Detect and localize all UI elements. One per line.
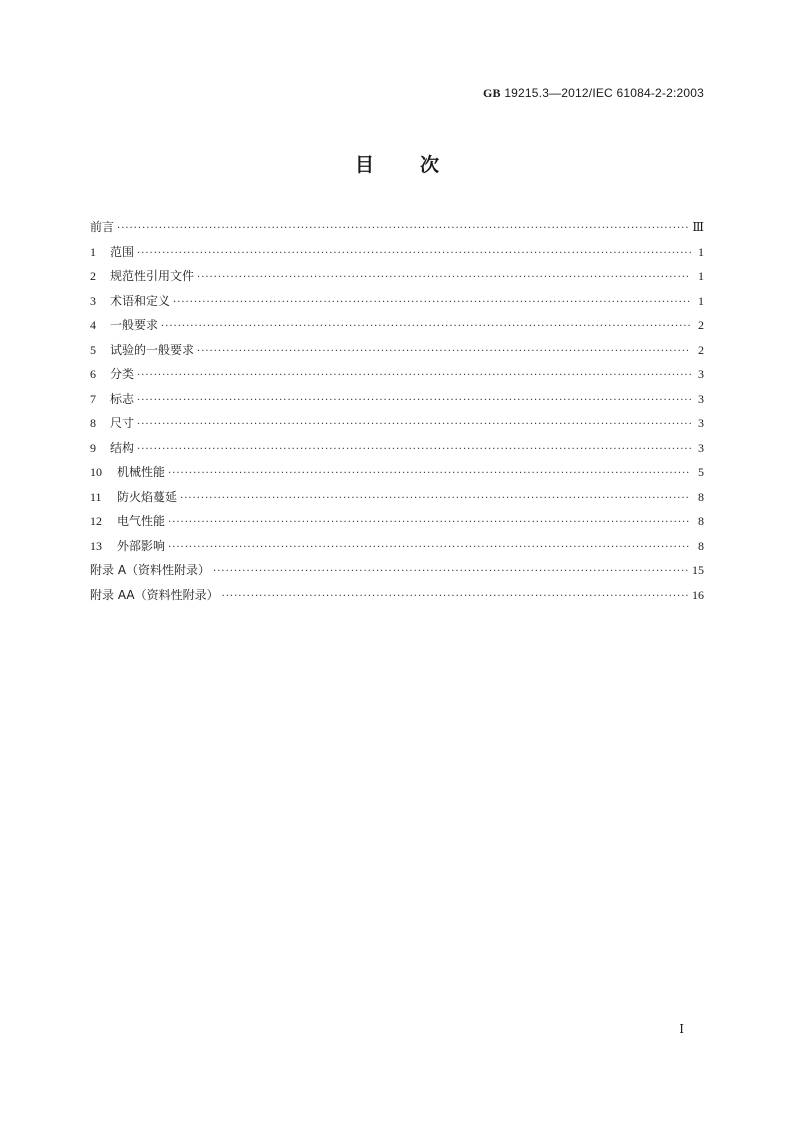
toc-entry-label: 电气性能 — [117, 514, 166, 528]
dot-leader — [197, 266, 691, 291]
toc-entry-label: 尺寸 — [110, 416, 135, 430]
standard-prefix: GB — [483, 86, 501, 100]
dot-leader — [197, 340, 691, 365]
toc-entry-page: 8 — [698, 538, 704, 553]
table-of-contents — [90, 215, 704, 607]
page-number: Ⅰ — [679, 1022, 684, 1036]
toc-entry-page: 3 — [698, 440, 704, 455]
toc-entry-12[interactable] — [90, 509, 704, 534]
toc-entry-page: 2 — [698, 318, 704, 332]
dot-leader — [168, 511, 691, 536]
title-char-1: 目 — [354, 154, 374, 176]
toc-entry-page: 5 — [698, 465, 704, 479]
toc-entry-page: 16 — [692, 587, 704, 602]
dot-leader — [137, 413, 691, 438]
toc-entry-7[interactable] — [90, 387, 704, 412]
toc-entry-number: 1 — [90, 244, 96, 259]
toc-entry-label: 分类 — [110, 367, 135, 381]
toc-entry-page: 3 — [698, 367, 704, 381]
dot-leader — [137, 389, 691, 414]
toc-entry-label: 外部影响 — [117, 538, 166, 553]
toc-entry-annex-aa[interactable] — [90, 583, 704, 608]
toc-entry-page: 3 — [698, 391, 704, 406]
toc-entry-label: 术语和定义 — [110, 293, 171, 308]
toc-entry-number: 10 — [90, 465, 102, 479]
toc-entry-number: 6 — [90, 367, 96, 381]
page-title — [0, 150, 794, 177]
toc-entry-page: Ⅲ — [692, 220, 704, 234]
toc-entry-3[interactable] — [90, 289, 704, 314]
dot-leader — [117, 217, 689, 242]
toc-entry-number: 7 — [90, 391, 96, 406]
dot-leader — [137, 438, 691, 463]
toc-entry-label: 一般要求 — [110, 318, 159, 332]
toc-entry-page: 1 — [698, 269, 704, 283]
toc-entry-label: 附录 AA（资料性附录） — [90, 587, 219, 602]
toc-entry-number: 5 — [90, 342, 96, 357]
toc-entry-6[interactable] — [90, 362, 704, 387]
toc-entry-label: 附录 A（资料性附录） — [90, 563, 211, 577]
toc-entry-annex-a[interactable] — [90, 558, 704, 583]
toc-entry-page: 15 — [692, 563, 704, 577]
dot-leader — [161, 315, 691, 340]
toc-entry-10[interactable] — [90, 460, 704, 485]
toc-entry-2[interactable] — [90, 264, 704, 289]
dot-leader — [180, 487, 691, 512]
toc-entry-label: 范围 — [110, 244, 135, 259]
toc-entry-label: 防火焰蔓延 — [117, 489, 178, 504]
toc-entry-page: 8 — [698, 514, 704, 528]
toc-entry-label: 标志 — [110, 391, 135, 406]
toc-entry-8[interactable] — [90, 411, 704, 436]
toc-entry-page: 3 — [698, 416, 704, 430]
dot-leader — [222, 585, 689, 610]
toc-entry-number: 13 — [90, 538, 102, 553]
toc-entry-label: 前言 — [90, 220, 115, 234]
standard-code-header — [483, 86, 704, 101]
dot-leader — [173, 291, 691, 316]
title-char-2: 次 — [420, 154, 440, 176]
toc-entry-5[interactable] — [90, 338, 704, 363]
toc-entry-1[interactable] — [90, 240, 704, 265]
dot-leader — [137, 242, 691, 267]
standard-number: 19215.3—2012/IEC 61084-2-2:2003 — [504, 86, 704, 100]
toc-entry-number: 11 — [90, 489, 102, 504]
toc-entry-number: 8 — [90, 416, 96, 430]
toc-entry-page: 1 — [698, 293, 704, 308]
toc-entry-label: 规范性引用文件 — [110, 269, 195, 283]
toc-entry-number: 12 — [90, 514, 102, 528]
dot-leader — [168, 462, 691, 487]
toc-entry-number: 9 — [90, 440, 96, 455]
toc-entry-number: 4 — [90, 318, 96, 332]
toc-entry-page: 2 — [698, 342, 704, 357]
toc-entry-label: 机械性能 — [117, 465, 166, 479]
toc-entry-11[interactable] — [90, 485, 704, 510]
dot-leader — [213, 560, 689, 585]
toc-entry-number: 2 — [90, 269, 96, 283]
toc-entry-preface[interactable] — [90, 215, 704, 240]
dot-leader — [168, 536, 691, 561]
toc-entry-label: 结构 — [110, 440, 135, 455]
toc-entry-4[interactable] — [90, 313, 704, 338]
toc-entry-13[interactable] — [90, 534, 704, 559]
toc-entry-label: 试验的一般要求 — [110, 342, 195, 357]
toc-entry-page: 8 — [698, 489, 704, 504]
toc-entry-9[interactable] — [90, 436, 704, 461]
toc-entry-page: 1 — [698, 244, 704, 259]
toc-entry-number: 3 — [90, 293, 96, 308]
dot-leader — [137, 364, 691, 389]
